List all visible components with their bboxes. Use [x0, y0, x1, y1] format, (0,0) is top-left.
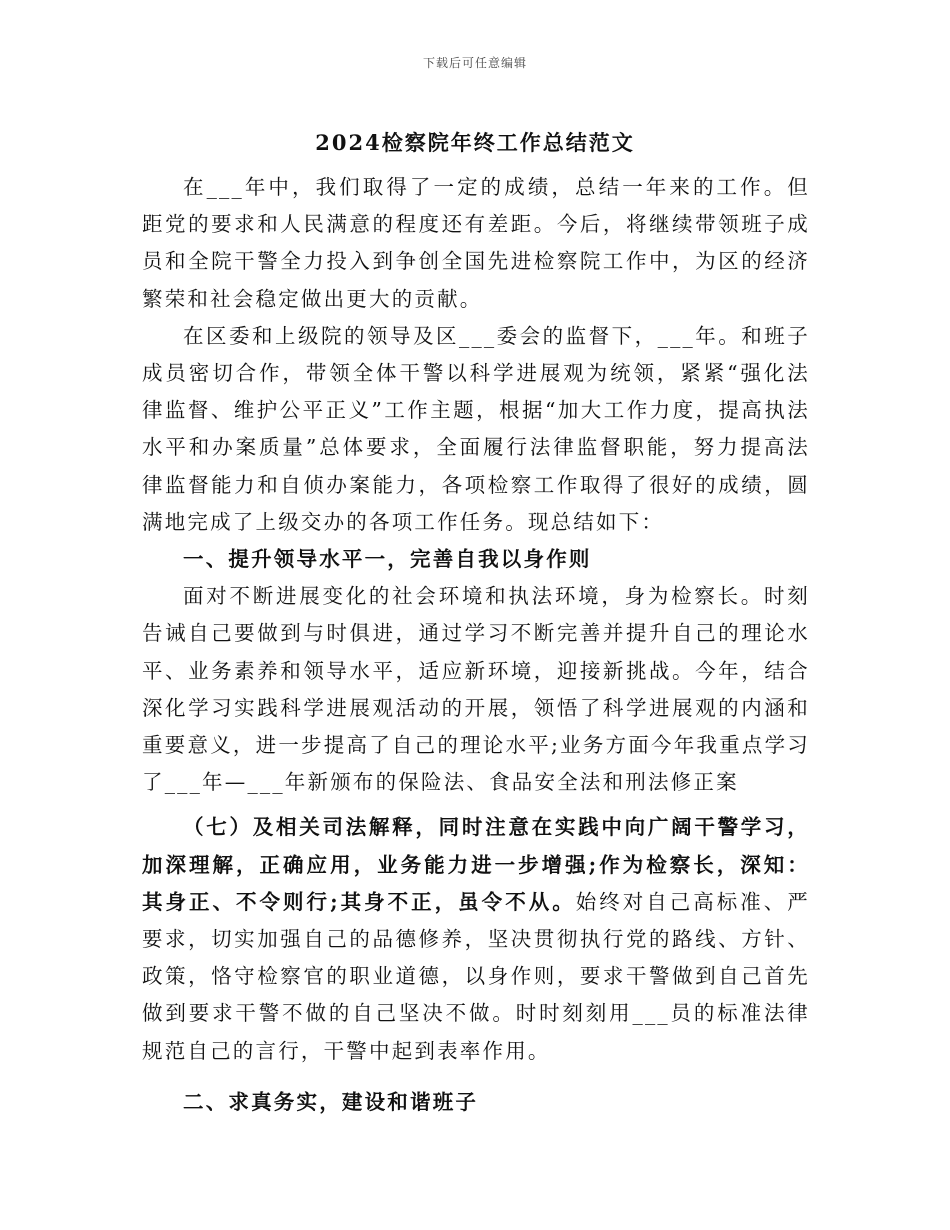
- paragraph-section1-b: [142, 809, 810, 1069]
- paragraph-intro: 在___年中，我们取得了一定的成绩，总结一年来的工作。但距党的要求和人民满意的程度还有差距。今后，将继续带领班子成员和全院干警全力投入到争创全国先进检察院工作中，为区的经济繁荣和社会稳定做出更大的贡献。: [142, 175, 810, 311]
- section-heading-2: 二、求真务实，建设和谐班子: [183, 1089, 479, 1114]
- document-body: [142, 169, 810, 1121]
- paragraph-overview: 在区委和上级院的领导及区___委会的监督下，___年。和班子成员密切合作，带领全体干警以科学进展观为统领，紧紧“强化法律监督、维护公平正义”工作主题，根据“加大工作力度，提高执法水平和办案质量”总体要求，全面履行法律监督职能，努力提高法律监督能力和自侦办案能力，各项检察工作取得了很好的成绩，圆满地完成了上级交办的各项工作任务。现总结如下：: [142, 323, 810, 534]
- paragraph-regular-run: 始终对自己高标准、严要求，切实加强自己的品德修养，坚决贯彻执行党的路线、方针、政策，恪守检察官的职业道德，以身作则，要求干警做到自己首先做到要求干警不做的自己坚决不做。时时刻刻用___员的标准法律规范自己的言行，干警中起到表率作用。: [142, 889, 811, 1063]
- paragraph-bold-run: （七）及相关司法解释，同时注意在实践中向广阔干警学习，加深理解，正确应用，业务能力进一步增强;作为检察长，深知：其身正、不令则行;其身不正，虽令不从。: [142, 815, 810, 914]
- document-title: 2024检察院年终工作总结范文: [315, 130, 635, 155]
- section-heading-1: 一、提升领导水平一，完善自我以身作则: [183, 547, 592, 572]
- header-note: 下载后可任意编辑: [422, 56, 527, 70]
- paragraph-section1-a: 面对不断进展变化的社会环境和执法环境，身为检察长。时刻告诫自己要做到与时俱进，通过学习不断完善并提升自己的理论水平、业务素养和领导水平，适应新环境，迎接新挑战。今年，结合深化学习实践科学进展观活动的开展，领悟了科学进展观的内涵和重要意义，进一步提高了自己的理论水平;业务方面今年我重点学习了___年—___年新颁布的保险法、食品安全法和刑法修正案: [142, 584, 810, 795]
